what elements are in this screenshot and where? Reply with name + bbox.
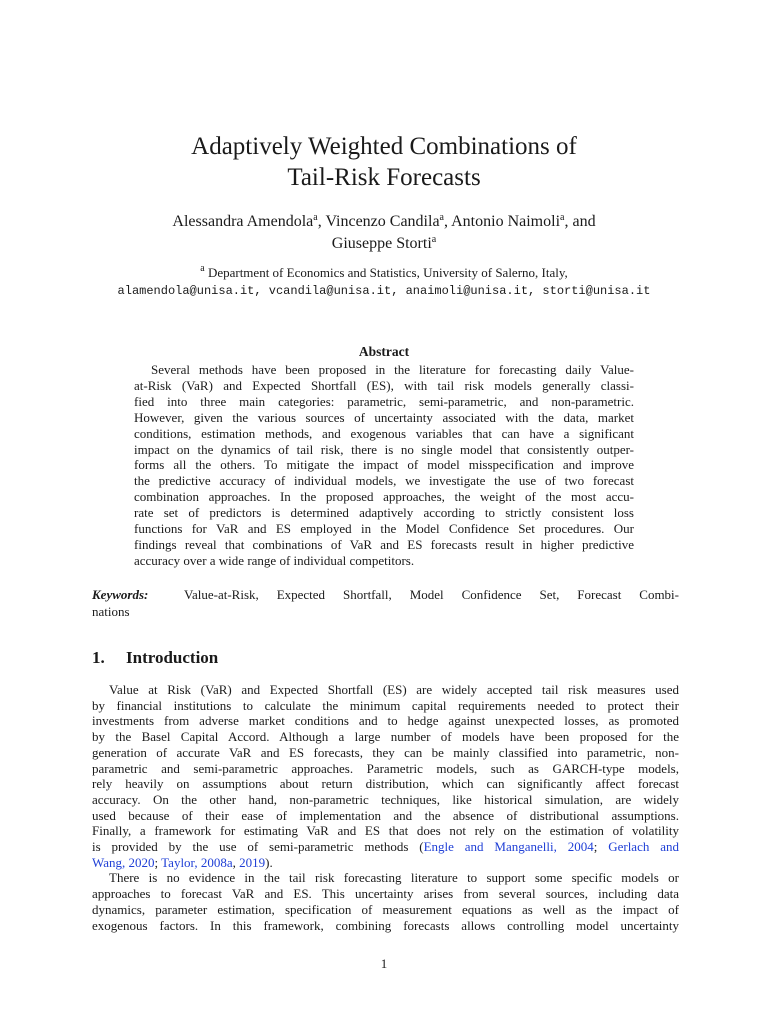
abstract-body <box>134 362 634 569</box>
page-number: 1 <box>380 956 388 971</box>
body-text: parametric and semi-parametric approaches. Parametric models, such as GARCH-type models, <box>92 760 679 776</box>
body-text: Value at Risk (VaR) and Expected Shortfall (ES) are widely accepted tail risk measures used <box>109 682 679 697</box>
author-affiliation-mark: a <box>313 212 318 223</box>
citation-link[interactable]: Engle and Manganelli, 2004 <box>423 839 594 855</box>
body-text: Finally, a framework for estimating VaR and ES that does not rely on the estimation of volatility <box>92 823 679 839</box>
abstract-line: combination approaches. In the proposed approaches, the weight of the most accu- <box>134 489 634 505</box>
keywords-line-1 <box>92 586 679 603</box>
author-affiliation-mark: a <box>431 234 437 245</box>
abstract-line: conditions, estimation methods, and exogenous variables that can have a significant <box>134 425 634 441</box>
abstract-line: fied into three main categories: parametric, semi-parametric, and non-parametric. <box>134 393 634 409</box>
affiliation <box>0 263 768 301</box>
body-text: by financial institutions to calculate the minimum capital requirements needed to protect their <box>92 697 679 713</box>
author-name: Vincenzo Candila <box>325 213 440 230</box>
body-line <box>92 870 679 886</box>
author-affiliation-mark: a <box>560 212 565 223</box>
abstract-line: at-Risk (VaR) and Expected Shortfall (ES), with tail risk models generally classi- <box>134 377 634 393</box>
body-line <box>92 839 679 855</box>
body-text: generation of accurate VaR and ES forecasts, they can be mainly classified into parametric, non- <box>92 744 679 760</box>
body-text: is provided by the use of semi-parametric methods ( <box>92 839 424 855</box>
body-text: , <box>232 854 240 870</box>
keywords <box>92 586 679 620</box>
body-text: ). <box>265 854 273 870</box>
body-line <box>92 855 679 871</box>
body-line <box>92 698 679 714</box>
section-number: 1. <box>92 648 105 667</box>
abstract-heading: Abstract <box>358 344 410 359</box>
author-separator: , and <box>564 213 596 230</box>
body-line <box>92 902 679 918</box>
author-name: Antonio Naimoli <box>451 213 561 230</box>
body-text: investments from adverse market conditions and to hedge against unexpected losses, as promoted <box>92 713 679 729</box>
abstract-line: However, given the various sources of uncertainty associated with the data, market <box>134 409 634 425</box>
affiliation-line <box>0 263 768 282</box>
section-heading-introduction <box>92 648 218 668</box>
body-line <box>92 682 679 698</box>
author-name: Alessandra Amendola <box>172 213 314 230</box>
body-text: dynamics, parameter estimation, specification of measurement equations as well as the impact of <box>92 901 679 917</box>
keywords-line-2: nations <box>92 604 130 619</box>
author-affiliation-mark: a <box>439 212 444 223</box>
body-line <box>92 713 679 729</box>
author-list <box>0 211 768 255</box>
body-line <box>92 761 679 777</box>
citation-link[interactable]: Wang, 2020 <box>92 854 155 870</box>
keywords-text-1: Value-at-Risk, Expected Shortfall, Model Confidence Set, Forecast Combi- <box>184 587 680 602</box>
author-separator: , <box>317 213 326 230</box>
abstract-line: rate set of predictors is determined adaptively according to strictly consistent loss <box>134 505 634 521</box>
body-text: There is no evidence in the tail risk forecasting literature to support some specific models or <box>109 870 679 886</box>
body-text: ; <box>593 839 609 855</box>
abstract-line: Several methods have been proposed in the literature for forecasting daily Value- <box>151 362 634 377</box>
introduction-body <box>92 682 679 933</box>
citation-link[interactable]: 2019 <box>239 854 266 870</box>
author-line-1 <box>0 211 768 233</box>
body-line <box>92 823 679 839</box>
author-line-2 <box>0 233 768 255</box>
body-text: rely heavily on assumptions about return distribution, which can significantly affect forecast <box>92 776 679 792</box>
section-title: Introduction <box>126 648 219 667</box>
affiliation-mark: a <box>200 263 205 274</box>
keywords-label: Keywords: <box>92 587 149 602</box>
abstract-line: the predictive accuracy of individual models, we investigate the use of two forecast <box>134 473 634 489</box>
body-text: ; <box>154 854 162 870</box>
paragraph-2 <box>92 870 679 933</box>
body-line <box>92 745 679 761</box>
body-text: by the Basel Capital Accord. Although a large number of models have been proposed for the <box>92 729 679 745</box>
citation-link[interactable]: Gerlach and <box>608 839 679 855</box>
body-line <box>92 792 679 808</box>
author-emails: alamendola@unisa.it, vcandila@unisa.it, anaimoli@unisa.it, storti@unisa.it <box>117 284 651 298</box>
author-separator: , <box>444 213 452 230</box>
citation-link[interactable]: Taylor, 2008a <box>161 854 233 870</box>
body-line <box>92 729 679 745</box>
abstract-line: accuracy over a wide range of individual competitors. <box>134 552 415 568</box>
title-line-1: Adaptively Weighted Combinations of <box>191 133 577 160</box>
paragraph-1 <box>92 682 679 870</box>
abstract-line: forms all the others. To mitigate the impact of model misspecification and improve <box>134 457 634 473</box>
affiliation-text: Department of Economics and Statistics, University of Salerno, Italy, <box>207 265 568 280</box>
body-text: accuracy. On the other hand, non-parametric techniques, like historical simulation, are widely <box>92 791 679 807</box>
body-line <box>92 918 679 934</box>
body-text: approaches to forecast VaR and ES. This uncertainty arises from several sources, including data <box>92 886 679 902</box>
body-line <box>92 776 679 792</box>
title-line-2: Tail-Risk Forecasts <box>287 164 481 191</box>
body-line <box>92 886 679 902</box>
paper-title <box>0 131 768 193</box>
abstract-line: findings reveal that combinations of VaR and ES forecasts result in higher predictive <box>134 536 634 552</box>
body-line <box>92 808 679 824</box>
body-text: used because of their ease of implementation and the absence of distributional assumptions. <box>92 807 679 823</box>
abstract-line: impact on the dynamics of tail risk, there is no single model that consistently outper- <box>134 441 634 457</box>
abstract-line: functions for VaR and ES employed in the Model Confidence Set procedures. Our <box>134 521 634 537</box>
author-name: Giuseppe Storti <box>331 235 432 252</box>
body-text: exogenous factors. In this framework, combining forecasts allows controlling model uncertainty <box>92 917 679 933</box>
